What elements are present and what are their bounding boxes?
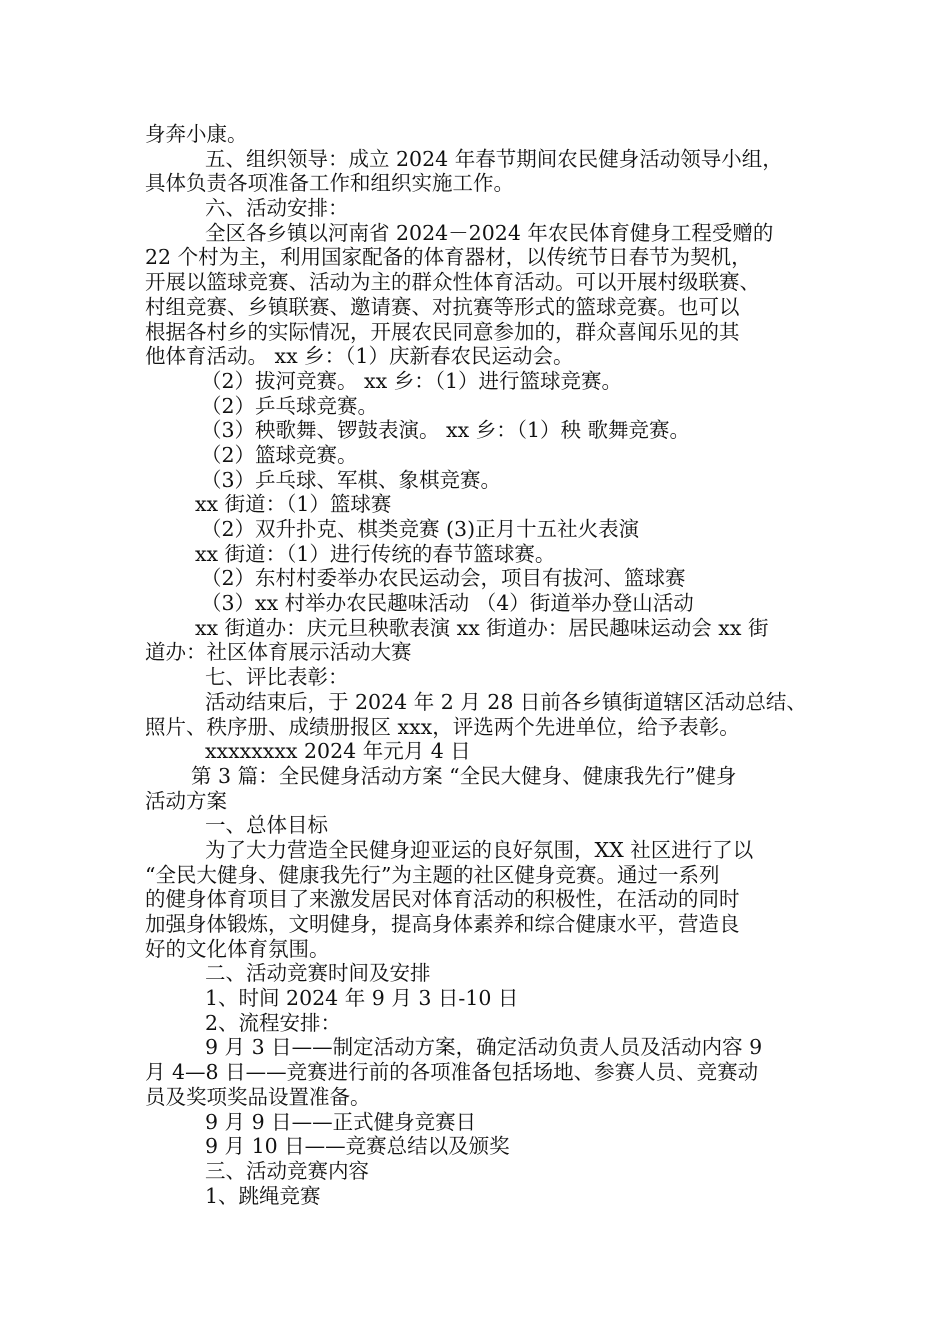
document-body	[145, 122, 825, 1208]
date-line: xxxxxxxx 2024 年元月 4 日	[205, 739, 471, 764]
section-heading: 六、活动安排：	[205, 196, 349, 221]
text-line: 为了大力营造全民健身迎亚运的良好氛围，XX 社区进行了以	[205, 837, 754, 862]
text-line: 根据各村乡的实际情况，开展农民同意参加的，群众喜闻乐见的其	[145, 319, 740, 344]
text-line: 道办：社区体育展示活动大赛	[145, 640, 412, 665]
list-item: xx 街道：（1）篮球赛	[195, 492, 392, 517]
text-line: 1、时间 2024 年 9 月 3 日-10 日	[205, 986, 519, 1011]
text-line: 22 个村为主，利用国家配备的体育器材，以传统节日春节为契机，	[145, 245, 752, 270]
text-line: 员及奖项奖品设置准备。	[145, 1084, 371, 1109]
text-line: 他体育活动。 xx 乡：（1）庆新春农民运动会。	[145, 344, 574, 369]
text-line: 加强身体锻炼，文明健身，提高身体素养和综合健康水平，营造良	[145, 912, 740, 936]
list-item: xx 街道：（1）进行传统的春节篮球赛。	[195, 541, 556, 566]
text-line: 具体负责各项准备工作和组织实施工作。	[145, 171, 514, 196]
list-item: （2）乒乓球竞赛。	[201, 393, 379, 418]
text-line: 9 月 10 日——竞赛总结以及颁奖	[205, 1134, 510, 1159]
text-line: 活动结束后，于 2024 年 2 月 28 日前各乡镇街道辖区活动总结、	[205, 689, 807, 714]
section-heading: 三、活动竞赛内容	[205, 1158, 369, 1183]
section-heading: 五、组织领导：成立 2024 年春节期间农民健身活动领导小组，	[205, 146, 783, 171]
chapter-title: 第 3 篇：全民健身活动方案 “全民大健身、健康我先行”健身	[191, 763, 737, 788]
section-heading: 一、总体目标	[205, 813, 328, 838]
text-line: 开展以篮球竞赛、活动为主的群众性体育活动。可以开展村级联赛、	[145, 270, 760, 295]
list-item: （3）xx 村举办农民趣味活动 （4）街道举办登山活动	[201, 591, 694, 616]
section-heading: 二、活动竞赛时间及安排	[205, 961, 431, 986]
text-line: 9 月 3 日——制定活动方案，确定活动负责人员及活动内容 9	[205, 1035, 763, 1060]
text-line: 村组竞赛、乡镇联赛、邀请赛、对抗赛等形式的篮球竞赛。也可以	[145, 294, 740, 319]
list-item: （3）乒乓球、军棋、象棋竞赛。	[201, 467, 502, 492]
text-line: 9 月 9 日——正式健身竞赛日	[205, 1109, 477, 1134]
text-line: 的健身体育项目了来激发居民对体育活动的积极性，在活动的同时	[145, 887, 740, 912]
text-line: 2、流程安排：	[205, 1010, 342, 1035]
list-item: （2）双升扑克、棋类竞赛 (3)正月十五社火表演	[201, 517, 640, 541]
text-line: 照片、秩序册、成绩册报区 xxx，评选两个先进单位，给予表彰。	[145, 714, 740, 739]
text-line: xx 街道办：庆元旦秧歌表演 xx 街道办：居民趣味运动会 xx 街	[195, 615, 769, 640]
list-item: （3）秧歌舞、锣鼓表演。 xx 乡：（1）秧 歌舞竞赛。	[201, 418, 691, 443]
text-line: 1、跳绳竞赛	[205, 1183, 321, 1208]
text-line: 身奔小康。	[145, 122, 248, 146]
list-item: （2）东村村委举办农民运动会，项目有拔河、篮球赛	[201, 566, 686, 591]
chapter-title: 活动方案	[145, 788, 227, 813]
section-heading: 七、评比表彰：	[205, 665, 349, 690]
text-line: 全区各乡镇以河南省 2024－2024 年农民体育健身工程受赠的	[205, 220, 774, 245]
text-line: 月 4—8 日——竞赛进行前的各项准备包括场地、参赛人员、竞赛动	[145, 1060, 759, 1085]
text-line: “全民大健身、健康我先行”为主题的社区健身竞赛。通过一系列	[145, 862, 720, 887]
list-item: （2）拔河竞赛。 xx 乡：（1）进行篮球竞赛。	[201, 368, 622, 393]
text-line: 好的文化体育氛围。	[145, 936, 330, 961]
list-item: （2）篮球竞赛。	[201, 442, 358, 467]
